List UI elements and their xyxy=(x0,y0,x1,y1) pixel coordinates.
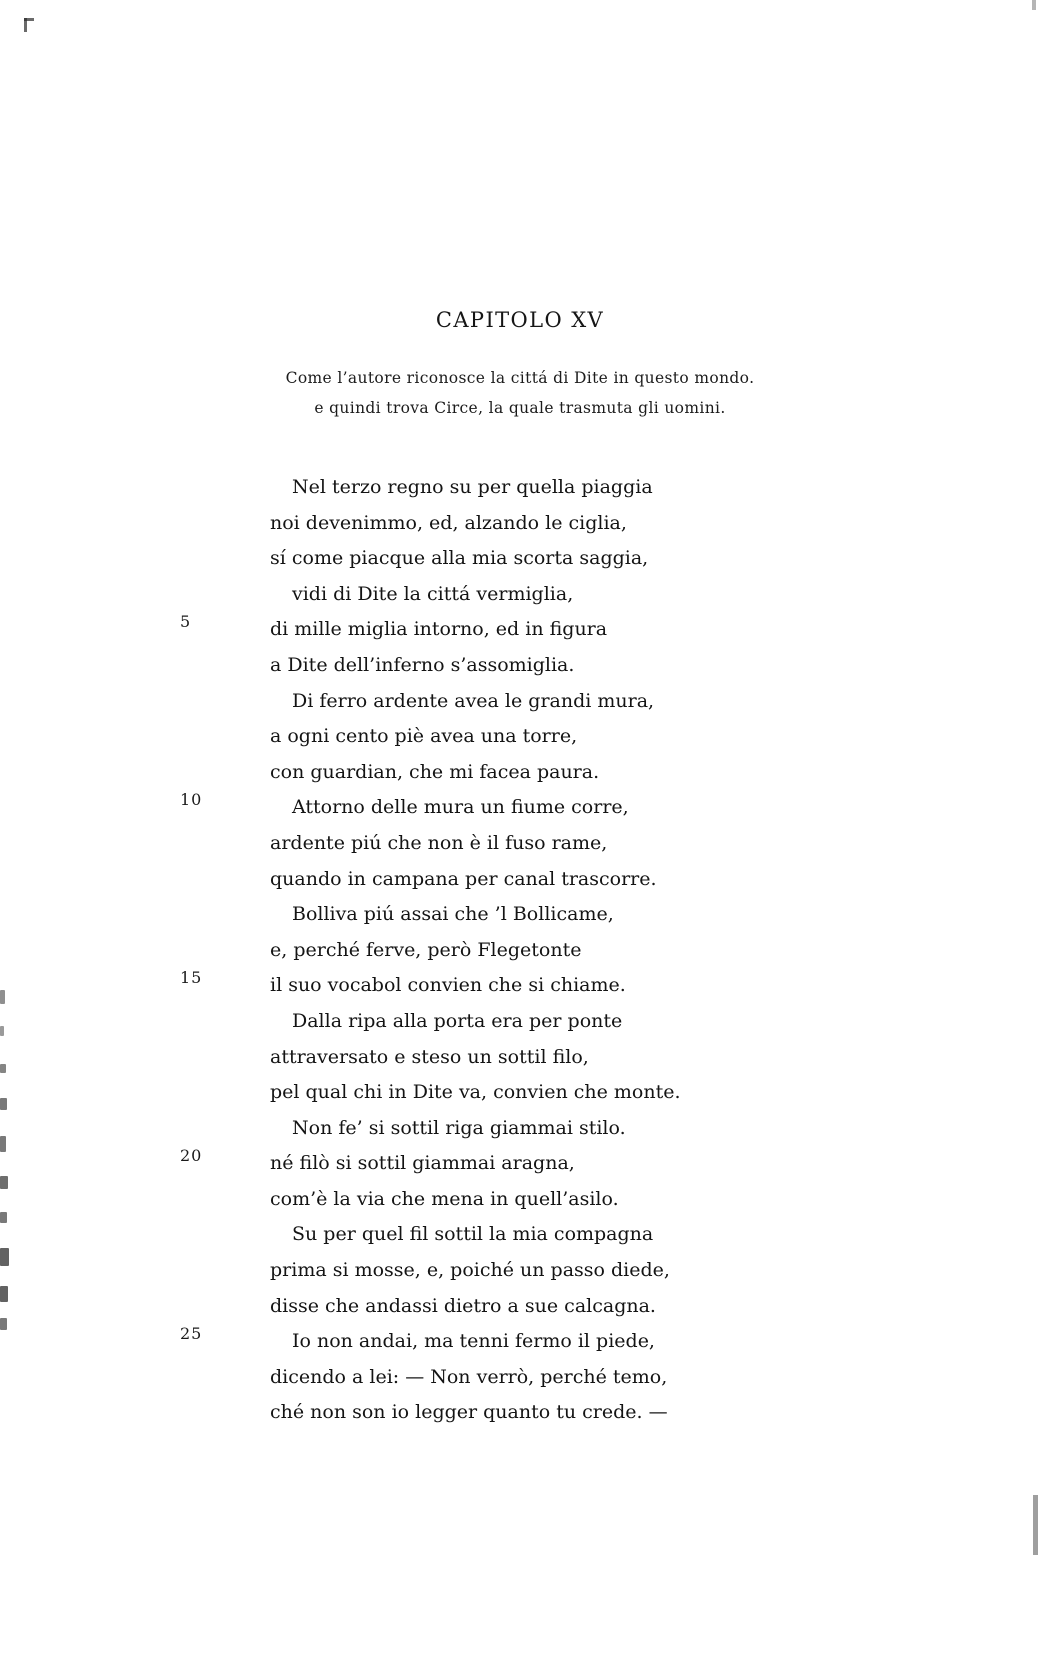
verse-line xyxy=(180,933,880,969)
verse-line xyxy=(180,1324,880,1360)
chapter-title: CAPITOLO XV xyxy=(435,308,605,332)
verse-text: Nel terzo regno su per quella piaggia xyxy=(292,476,653,498)
argument-line-1: Come l’autore riconosce la cittá di Dite in questo mondo. xyxy=(285,369,755,387)
verse-line xyxy=(180,1111,880,1147)
verse-text: di mille miglia intorno, ed in figura xyxy=(270,618,608,641)
verse-line xyxy=(180,826,880,862)
verse-text: ché non son io legger quanto tu crede. — xyxy=(270,1401,668,1424)
verse-line xyxy=(180,968,880,1004)
verse-line xyxy=(180,470,880,506)
verse-line xyxy=(180,506,880,542)
verse-text: sí come piacque alla mia scorta saggia, xyxy=(270,547,649,570)
verse-text: né filò si sottil giammai aragna, xyxy=(270,1152,575,1175)
verse-text: ardente piú che non è il fuso rame, xyxy=(270,831,608,854)
verse-line xyxy=(180,612,880,648)
verse-text: com’è la via che mena in quell’asilo. xyxy=(270,1187,619,1210)
line-number: 25 xyxy=(180,1324,203,1344)
verse-text: a Dite dell’inferno s’assomiglia. xyxy=(270,653,575,676)
page-edge-mark-right-top xyxy=(1032,0,1036,10)
verse-text: Di ferro ardente avea le grandi mura, xyxy=(292,689,655,712)
verse-text: Attorno delle mura un fiume corre, xyxy=(292,796,629,819)
verse-text: noi devenimmo, ed, alzando le ciglia, xyxy=(270,511,627,534)
verse-text: pel qual chi in Dite va, convien che monte. xyxy=(270,1081,681,1104)
verse-text: Dalla ripa alla porta era per ponte xyxy=(292,1009,623,1032)
verse-line xyxy=(180,862,880,898)
line-number: 10 xyxy=(180,790,203,810)
verse-line xyxy=(180,1360,880,1396)
verse-line xyxy=(180,1217,880,1253)
line-number: 5 xyxy=(180,612,192,632)
verse-text: Su per quel fil sottil la mia compagna xyxy=(292,1223,654,1246)
verse-line xyxy=(180,1182,880,1218)
argument-line-2: e quindi trova Circe, la quale trasmuta gli uomini. xyxy=(314,399,726,417)
verse-line xyxy=(180,1253,880,1289)
verse-line xyxy=(180,1040,880,1076)
verse-line xyxy=(180,1289,880,1325)
verse-text: e, perché ferve, però Flegetonte xyxy=(270,938,582,961)
line-number: 15 xyxy=(180,968,203,988)
page-edge-mark-right-bottom xyxy=(1033,1495,1038,1555)
verse-text: Bolliva piú assai che ’l Bollicame, xyxy=(292,903,614,926)
verse-line xyxy=(180,1004,880,1040)
poem-body xyxy=(180,470,880,1431)
verse-text: prima si mosse, e, poiché un passo diede, xyxy=(270,1259,670,1282)
verse-line xyxy=(180,648,880,684)
page-edge-specks xyxy=(0,990,9,1330)
verse-text: il suo vocabol convien che si chiame. xyxy=(270,974,626,997)
verse-text: a ogni cento piè avea una torre, xyxy=(270,725,578,748)
verse-line xyxy=(180,1075,880,1111)
line-number: 20 xyxy=(180,1146,203,1166)
verse-text: disse che andassi dietro a sue calcagna. xyxy=(270,1294,656,1317)
verse-text: Non fe’ si sottil riga giammai stilo. xyxy=(292,1116,626,1139)
verse-line xyxy=(180,577,880,613)
verse-line xyxy=(180,541,880,577)
verse-text: dicendo a lei: — Non verrò, perché temo, xyxy=(270,1365,668,1388)
chapter-argument xyxy=(0,363,1040,423)
page-corner-mark-vertical-icon xyxy=(24,18,27,32)
verse-line xyxy=(180,1146,880,1182)
verse-text: quando in campana per canal trascorre. xyxy=(270,867,657,890)
verse-text: vidi di Dite la cittá vermiglia, xyxy=(292,582,574,605)
verse-line xyxy=(180,684,880,720)
verse-line xyxy=(180,790,880,826)
verse-line xyxy=(180,1395,880,1431)
verse-text: Io non andai, ma tenni fermo il piede, xyxy=(292,1330,655,1353)
verse-text: attraversato e steso un sottil filo, xyxy=(270,1045,589,1068)
verse-line xyxy=(180,719,880,755)
verse-line xyxy=(180,897,880,933)
verse-text: con guardian, che mi facea paura. xyxy=(270,760,600,783)
verse-line xyxy=(180,755,880,791)
